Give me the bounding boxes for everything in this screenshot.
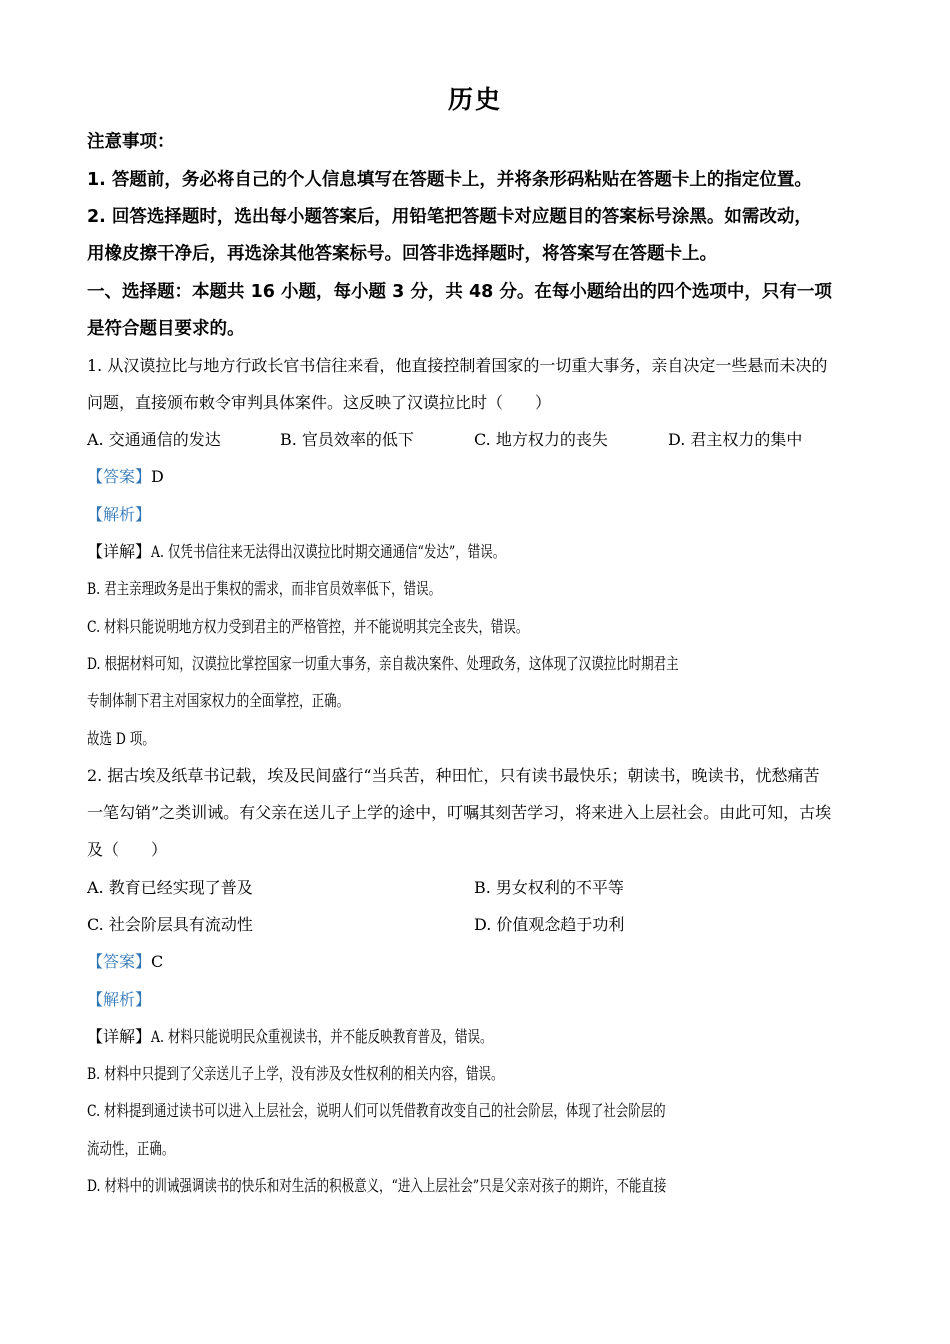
question-2-option-b: B. 男女权利的不平等 xyxy=(474,878,624,897)
question-1-detail-d-line-2 xyxy=(87,691,877,711)
detail-d-text-2: 专制体制下君主对国家权力的全面掌控，正确。 xyxy=(87,691,350,710)
question-1-detail-c xyxy=(87,617,877,637)
question-2-analysis-tag: 【解析】 xyxy=(87,990,152,1009)
question-2-detail-c-line-2 xyxy=(87,1139,877,1159)
question-2-detail-b xyxy=(87,1064,877,1084)
detail-a-text: A. 材料只能说明民众重视读书，并不能反映教育普及，错误。 xyxy=(151,1027,493,1046)
detail-b-text: B. 材料中只提到了父亲送儿子上学，没有涉及女性权利的相关内容，错误。 xyxy=(87,1064,504,1083)
detail-b-text: B. 君主亲理政务是出于集权的需求，而非官员效率低下，错误。 xyxy=(87,579,442,598)
detail-c-text-2: 流动性，正确。 xyxy=(87,1139,175,1158)
question-1-option-a: A. 交通通信的发达 xyxy=(87,430,221,449)
question-1-option-c: C. 地方权力的丧失 xyxy=(474,430,608,449)
question-2-option-a: A. 教育已经实现了普及 xyxy=(87,878,253,897)
question-2-stem-line-1: 2. 据古埃及纸草书记载，埃及民间盛行“当兵苦，种田忙，只有读书最快乐；朝读书，晚读书，忧愁痛苦 xyxy=(87,766,820,785)
detail-tag: 【详解】 xyxy=(87,1027,152,1046)
question-1-answer xyxy=(87,467,877,487)
question-1-stem-line-1: 1. 从汉谟拉比与地方行政长官书信往来看，他直接控制着国家的一切重大事务，亲自决定一些悬而未决的 xyxy=(87,356,828,375)
question-2-answer xyxy=(87,952,877,972)
question-2-detail-c-line-1 xyxy=(87,1101,877,1121)
question-1-detail-b xyxy=(87,579,877,599)
question-2-detail-d-line-1 xyxy=(87,1176,877,1196)
detail-d-text-1: D. 材料中的训诫强调读书的快乐和对生活的积极意义，“进入上层社会”只是父亲对孩子的期许，不能直接 xyxy=(87,1176,667,1195)
question-2-detail-a xyxy=(87,1027,877,1047)
question-1-analysis-tag: 【解析】 xyxy=(87,505,152,524)
question-1-option-d: D. 君主权力的集中 xyxy=(668,430,803,449)
notice-item-2-line-1: 2. 回答选择题时，选出每小题答案后，用铅笔把答题卡对应题目的答案标号涂黑。如需改动， xyxy=(87,207,812,227)
notice-item-2-line-2: 用橡皮擦干净后，再选涂其他答案标号。回答非选择题时，将答案写在答题卡上。 xyxy=(87,244,717,264)
question-1-detail-d-line-1 xyxy=(87,654,877,674)
question-2-option-c: C. 社会阶层具有流动性 xyxy=(87,915,253,934)
answer-tag: 【答案】 xyxy=(87,952,152,971)
detail-c-text: C. 材料只能说明地方权力受到君主的严格管控，并不能说明其完全丧失，错误。 xyxy=(87,617,529,636)
detail-tag: 【详解】 xyxy=(87,542,152,561)
section-heading-line-1: 一、选择题：本题共 16 小题，每小题 3 分，共 48 分。在每小题给出的四个选项中，只有一项 xyxy=(87,282,832,302)
question-2-option-d: D. 价值观念趋于功利 xyxy=(474,915,625,934)
detail-d-text-1: D. 根据材料可知，汉谟拉比掌控国家一切重大事务，亲自裁决案件、处理政务，这体现了汉谟拉比时期君主 xyxy=(87,654,679,673)
notice-heading: 注意事项： xyxy=(87,132,175,152)
detail-a-text: A. 仅凭书信往来无法得出汉谟拉比时期交通通信“发达”，错误。 xyxy=(151,542,506,561)
answer-value: C xyxy=(151,952,164,971)
notice-item-1: 1. 答题前，务必将自己的个人信息填写在答题卡上，并将条形码粘贴在答题卡上的指定位置。 xyxy=(87,170,812,190)
question-1-option-b: B. 官员效率的低下 xyxy=(280,430,414,449)
question-1-detail-a xyxy=(87,542,877,562)
question-2-stem-line-3: 及（ ） xyxy=(87,840,168,859)
conclusion-text: 故选 D 项。 xyxy=(87,729,155,748)
section-heading-line-2: 是符合题目要求的。 xyxy=(87,319,245,339)
answer-value: D xyxy=(151,467,164,486)
question-1-conclusion xyxy=(87,729,877,749)
detail-c-text-1: C. 材料提到通过读书可以进入上层社会，说明人们可以凭借教育改变自己的社会阶层，体现了社会阶层的 xyxy=(87,1101,666,1120)
page-title: 历史 xyxy=(447,85,502,114)
question-1-stem-line-2: 问题，直接颁布敕令审判具体案件。这反映了汉谟拉比时（ ） xyxy=(87,393,552,412)
answer-tag: 【答案】 xyxy=(87,467,152,486)
question-2-stem-line-2: 一笔勾销”之类训诫。有父亲在送儿子上学的途中，叮嘱其刻苦学习，将来进入上层社会。由此可知，古埃 xyxy=(87,803,832,822)
